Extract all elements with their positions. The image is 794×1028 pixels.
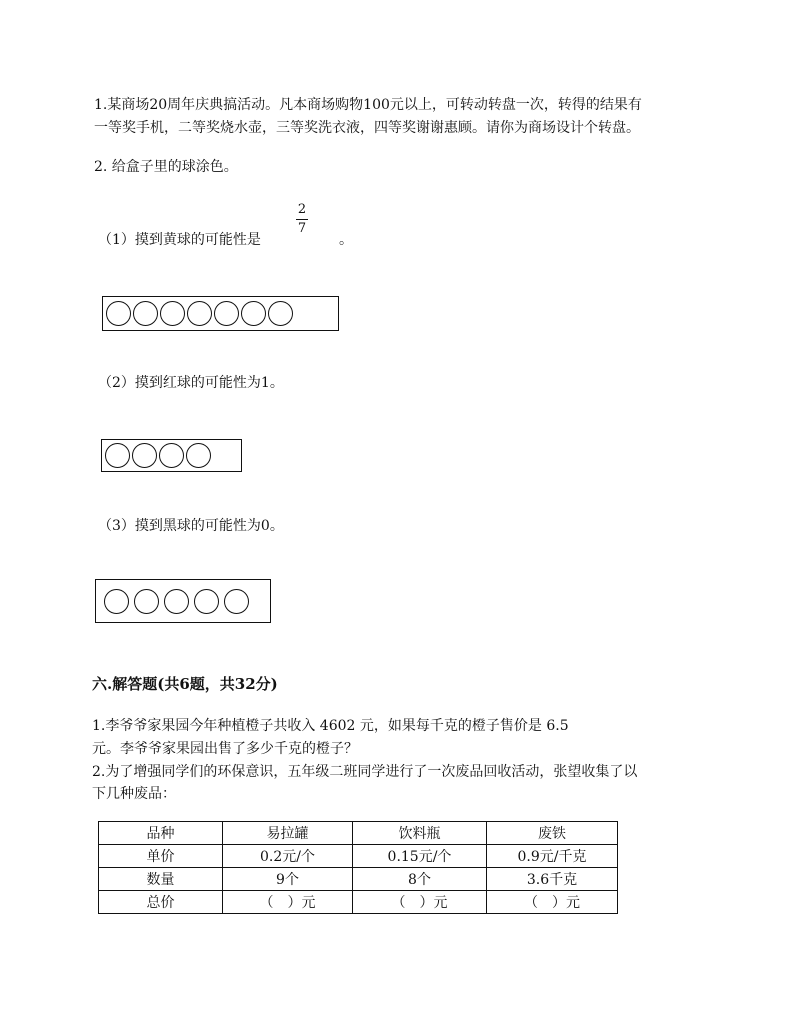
section-6-question-2-line-1: 2.为了增强同学们的环保意识，五年级二班同学进行了一次废品回收活动，张望收集了以 — [92, 764, 638, 780]
table-cell: 8个 — [353, 868, 487, 891]
ball-circle[interactable] — [106, 301, 131, 326]
table-cell: 0.15元/个 — [353, 845, 487, 868]
ball-circle[interactable] — [105, 443, 130, 468]
section-6-question-2-line-2: 下几种废品： — [92, 786, 176, 802]
table-header-cell: 品种 — [99, 822, 223, 845]
table-cell: 0.9元/千克 — [487, 845, 618, 868]
ball-circle[interactable] — [187, 301, 212, 326]
table-cell: 0.2元/个 — [223, 845, 353, 868]
ball-circle[interactable] — [268, 301, 293, 326]
ball-box-3 — [95, 579, 271, 623]
fraction-bar — [296, 219, 308, 220]
ball-circle[interactable] — [104, 589, 129, 614]
table-row — [99, 845, 618, 868]
section-6-question-1-line-2: 元。李爷爷家果园出售了多少千克的橙子？ — [92, 741, 358, 757]
sub-question-2-text: （2）摸到红球的可能性为1。 — [98, 375, 284, 391]
ball-circle[interactable] — [159, 443, 184, 468]
ball-circle[interactable] — [164, 589, 189, 614]
waste-price-table — [98, 821, 618, 914]
ball-circle[interactable] — [133, 301, 158, 326]
question-1-line-2: 一等奖手机，二等奖烧水壶，三等奖洗衣液，四等奖谢谢惠顾。请你为商场设计个转盘。 — [94, 120, 640, 136]
table-cell[interactable]: （ ）元 — [487, 891, 618, 914]
table-row-label: 单价 — [99, 845, 223, 868]
table-header-cell: 废铁 — [487, 822, 618, 845]
fraction-2-7 — [296, 203, 308, 236]
ball-circle[interactable] — [194, 589, 219, 614]
table-cell[interactable]: （ ）元 — [223, 891, 353, 914]
fraction-denominator: 7 — [297, 221, 307, 236]
table-header-cell: 易拉罐 — [223, 822, 353, 845]
ball-circle[interactable] — [160, 301, 185, 326]
ball-circle[interactable] — [132, 443, 157, 468]
sub-question-3-text: （3）摸到黑球的可能性为0。 — [98, 518, 284, 534]
table-cell: 9个 — [223, 868, 353, 891]
table-row — [99, 822, 618, 845]
table-row — [99, 868, 618, 891]
ball-circle[interactable] — [214, 301, 239, 326]
sub-question-1-text: （1）摸到黄球的可能性是 — [98, 232, 261, 248]
table-cell[interactable]: （ ）元 — [353, 891, 487, 914]
table-row-label: 总价 — [99, 891, 223, 914]
question-2-title: 2. 给盒子里的球涂色。 — [94, 159, 238, 175]
question-1-line-1: 1.某商场20周年庆典搞活动。凡本商场购物100元以上，可转动转盘一次，转得的结果有 — [94, 97, 642, 113]
ball-box-1 — [102, 296, 339, 331]
table-row-label: 数量 — [99, 868, 223, 891]
ball-circle[interactable] — [224, 589, 249, 614]
ball-circle[interactable] — [241, 301, 266, 326]
sub-question-1-period: 。 — [339, 232, 353, 248]
ball-box-2 — [101, 439, 242, 472]
table-row — [99, 891, 618, 914]
table-cell: 3.6千克 — [487, 868, 618, 891]
section-6-heading: 六.解答题(共6题，共32分) — [92, 675, 278, 693]
ball-circle[interactable] — [134, 589, 159, 614]
ball-circle[interactable] — [186, 443, 211, 468]
fraction-numerator: 2 — [297, 202, 307, 217]
section-6-question-1-line-1: 1.李爷爷家果园今年种植橙子共收入 4602 元，如果每千克的橙子售价是 6.5 — [92, 718, 569, 734]
table-header-cell: 饮料瓶 — [353, 822, 487, 845]
